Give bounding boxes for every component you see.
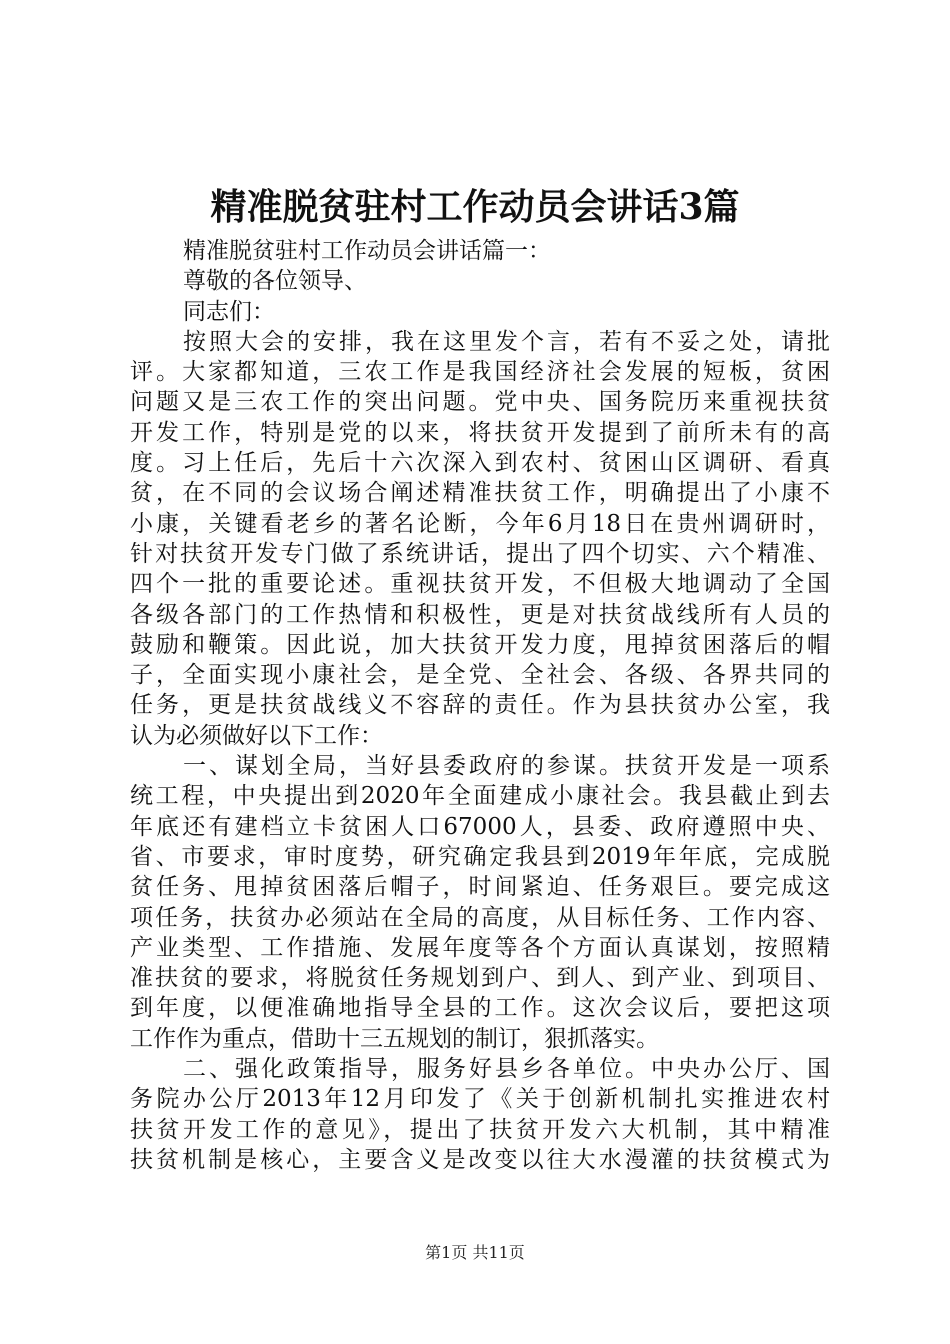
paragraph-line: 项任务，扶贫办必须站在全局的高度，从目标任务、工作内容、 xyxy=(130,904,830,931)
paragraph-line: 贫，在不同的会议场合阐述精准扶贫工作，明确提出了小康不 xyxy=(130,480,830,507)
paragraph-line: 评。大家都知道，三农工作是我国经济社会发展的短板，贫困 xyxy=(130,359,830,386)
paragraph-line: 子，全面实现小康社会，是全党、全社会、各级、各界共同的 xyxy=(130,662,830,689)
paragraph-line: 到年度，以便准确地指导全县的工作。这次会议后，要把这项 xyxy=(130,995,830,1022)
paragraph-line: 针对扶贫开发专门做了系统讲话，提出了四个切实、六个精准、 xyxy=(130,540,830,567)
paragraph-line: 产业类型、工作措施、发展年度等各个方面认真谋划，按照精 xyxy=(130,934,830,961)
paragraph-line: 各级各部门的工作热情和积极性，更是对扶贫战线所有人员的 xyxy=(130,601,830,628)
paragraph-line: 认为必须做好以下工作： xyxy=(130,722,383,749)
paragraph-line: 工作作为重点，借助十三五规划的制订，狠抓落实。 xyxy=(130,1025,659,1052)
paragraph-line: 度。习上任后，先后十六次深入到农村、贫困山区调研、看真 xyxy=(130,450,830,477)
paragraph-line: 一、谋划全局，当好县委政府的参谋。扶贫开发是一项系 xyxy=(183,753,830,780)
paragraph-line: 四个一批的重要论述。重视扶贫开发，不但极大地调动了全国 xyxy=(130,571,830,598)
salutation-line: 同志们： xyxy=(183,298,275,325)
paragraph-line: 按照大会的安排，我在这里发个言，若有不妥之处，请批 xyxy=(183,328,830,355)
salutation-line: 尊敬的各位领导、 xyxy=(183,268,367,295)
paragraph-line: 省、市要求，审时度势，研究确定我县到2019年年底，完成脱 xyxy=(130,843,830,870)
document-body xyxy=(130,236,830,1175)
paragraph-line: 务院办公厅2013年12月印发了《关于创新机制扎实推进农村 xyxy=(130,1086,830,1113)
paragraph-line: 问题又是三农工作的突出问题。党中央、国务院历来重视扶贫 xyxy=(130,389,830,416)
paragraph-line: 鼓励和鞭策。因此说，加大扶贫开发力度，甩掉贫困落后的帽 xyxy=(130,631,830,658)
paragraph-line: 开发工作，特别是党的以来，将扶贫开发提到了前所未有的高 xyxy=(130,419,830,446)
paragraph-line: 小康，关键看老乡的著名论断，今年6月18日在贵州调研时， xyxy=(130,510,830,537)
section-heading-line: 精准脱贫驻村工作动员会讲话篇一： xyxy=(183,238,551,264)
paragraph-line: 准扶贫的要求，将脱贫任务规划到户、到人、到产业、到项目、 xyxy=(130,965,830,992)
paragraph-line: 统工程，中央提出到2020年全面建成小康社会。我县截止到去 xyxy=(130,783,830,810)
document-title: 精准脱贫驻村工作动员会讲话3篇 xyxy=(210,186,740,228)
paragraph-line: 贫任务、甩掉贫困落后帽子，时间紧迫、任务艰巨。要完成这 xyxy=(130,874,830,901)
paragraph-line: 扶贫开发工作的意见》，提出了扶贫开发六大机制，其中精准 xyxy=(130,1116,830,1143)
paragraph-line: 年底还有建档立卡贫困人口67000人，县委、政府遵照中央、 xyxy=(130,813,830,840)
page-footer: 第1页 共11页 xyxy=(425,1243,525,1262)
paragraph-line: 任务，更是扶贫战线义不容辞的责任。作为县扶贫办公室，我 xyxy=(130,692,830,719)
paragraph-line: 扶贫机制是核心，主要含义是改变以往大水漫灌的扶贫模式为 xyxy=(130,1146,830,1173)
paragraph-line: 二、强化政策指导，服务好县乡各单位。中央办公厅、国 xyxy=(183,1056,830,1083)
